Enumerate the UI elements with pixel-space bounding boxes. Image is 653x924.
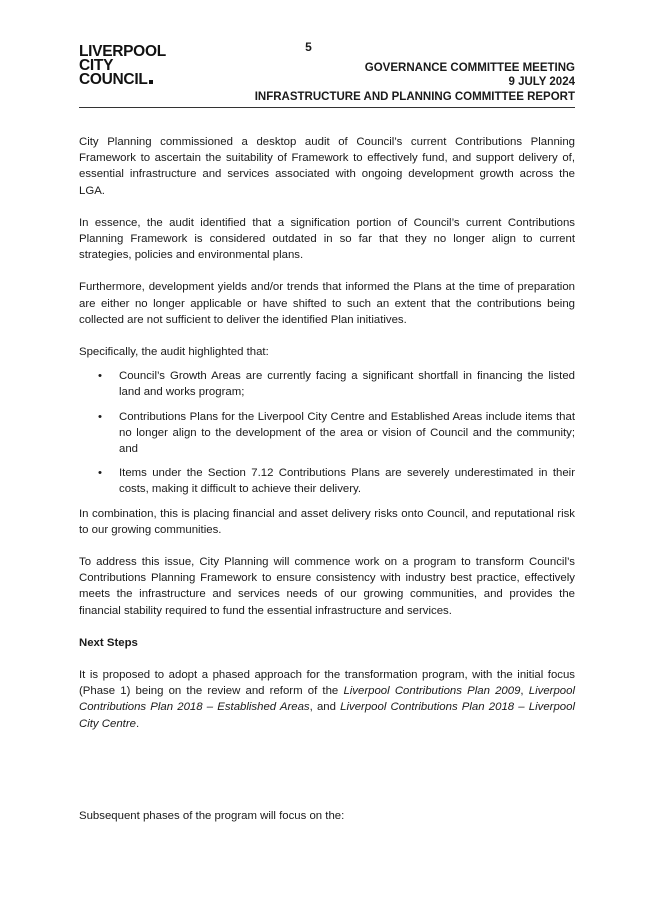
logo-line-2: CITY (79, 57, 114, 74)
paragraph-address-issue: To address this issue, City Planning will commence work on a program to transform Council’s Contributions Planning Framework to ensure consistency with industry best practice, effectively meets the infrastructure and services needs of our growing communities, and provides the financial stability required to fund the essential infrastructure and services. (79, 556, 575, 617)
section-heading: Next Steps (79, 636, 138, 649)
bullet-icon: • (98, 370, 102, 383)
page-number: 5 (305, 40, 312, 54)
list-item-text: Contributions Plans for the Liverpool City Centre and Established Areas include items that no longer align to the development of the area or vision of Council and the community; and (119, 410, 575, 456)
document-body (79, 134, 575, 748)
meeting-info (365, 61, 575, 89)
paragraph-specifically: Specifically, the audit highlighted that: (79, 346, 269, 359)
list-item (79, 409, 575, 458)
paragraph-essence: In essence, the audit identified that a signification portion of Council’s current Contributions Planning Framework is considered outdated in so far that they no longer align to current strategies, policies and environmental plans. (79, 216, 575, 262)
list-item (79, 465, 575, 497)
list-item (79, 368, 575, 400)
logo-line-3: COUNCIL (79, 71, 148, 88)
paragraph-subsequent: Subsequent phases of the program will focus on the: (79, 810, 345, 822)
paragraph-furthermore: Furthermore, development yields and/or trends that informed the Plans at the time of preparation are either no longer applicable or have shifted to such an extent that the contributions being collected are not sufficient to deliver the identified Plan initiatives. (79, 281, 575, 326)
bullet-icon: • (98, 467, 102, 480)
header-divider (79, 107, 575, 108)
paragraph-proposal: It is proposed to adopt a phased approach for the transformation program, with the initial focus (Phase 1) being on the review and reform of the Liverpool Contributions Plan 2009, Liverpool Contributions Plan 2018 – Established Areas, and Liverpool Contributions Plan 2018 – Liverpool City Centre. (79, 669, 575, 730)
council-logo (79, 45, 166, 87)
audit-findings-list (79, 368, 575, 497)
list-item-text: Council’s Growth Areas are currently facing a significant shortfall in financing the listed land and works program; (119, 370, 575, 399)
paragraph-combination: In combination, this is placing financial and asset delivery risks onto Council, and reputational risk to our growing communities. (79, 507, 575, 536)
paragraph-audit: City Planning commissioned a desktop audit of Council’s current Contributions Planning Framework to ascertain the suitability of Framework to effectively fund, and support delivery of, essential infrastructure and services associated with ongoing development growth across the LGA. (79, 136, 575, 197)
meeting-name: GOVERNANCE COMMITTEE MEETING (364, 62, 575, 74)
list-item-text: Items under the Section 7.12 Contributions Plans are severely underestimated in their costs, making it difficult to achieve their delivery. (119, 467, 575, 496)
meeting-date: 9 JULY 2024 (508, 76, 575, 88)
report-title: INFRASTRUCTURE AND PLANNING COMMITTEE REPORT (254, 91, 575, 103)
logo-line-1: LIVERPOOL (79, 43, 166, 60)
bullet-icon: • (98, 410, 102, 423)
logo-dot-icon (149, 80, 153, 84)
